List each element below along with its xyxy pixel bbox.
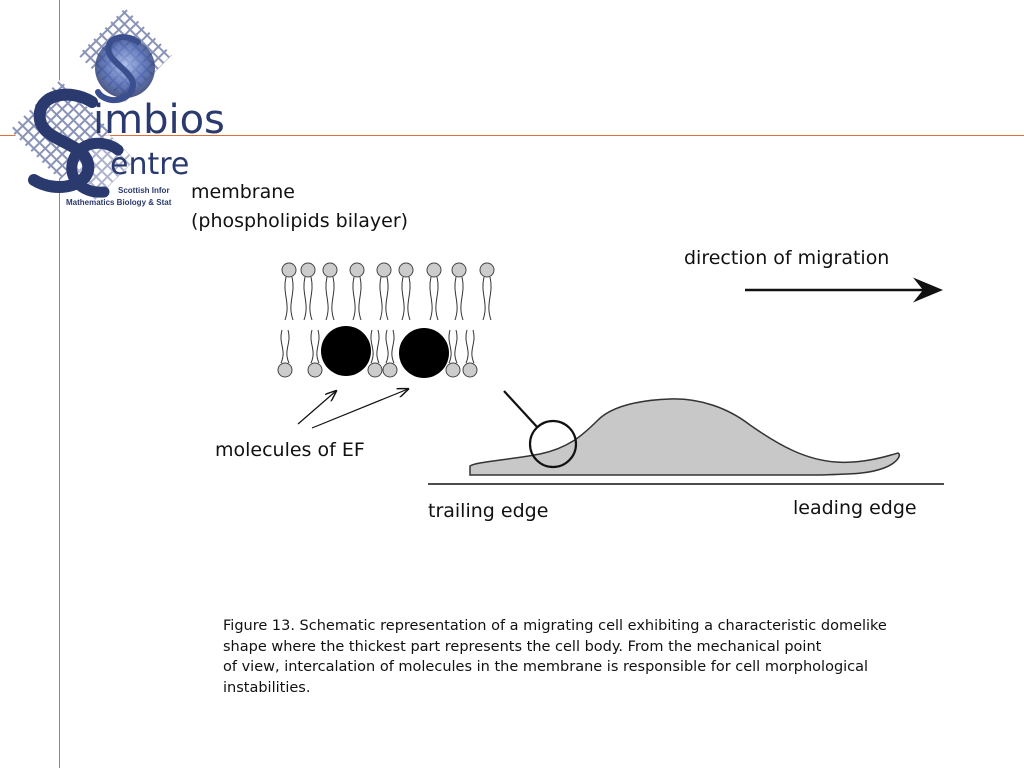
lipid-tail [371, 330, 379, 363]
caption-line: instabilities. [223, 679, 311, 696]
ef-molecule [321, 326, 371, 376]
lipid-head [301, 263, 315, 277]
membrane-sublabel: (phospholipids bilayer) [191, 210, 409, 232]
migrating-cell [470, 399, 899, 475]
phospholipid-bilayer [278, 263, 494, 377]
lipid-tail [353, 277, 361, 320]
caption-line: Figure 13. Schematic representation of a migrating cell exhibiting a characteristic domelike [223, 618, 887, 634]
lipid-tail [430, 277, 438, 320]
trailing-edge-label: trailing edge [428, 500, 549, 522]
magnifier-pointer [504, 391, 538, 428]
lipid-head [427, 263, 441, 277]
lipid-head [383, 363, 397, 377]
lipid-head [308, 363, 322, 377]
logo-sub-name: entre [110, 147, 190, 182]
caption-line: shape where the thickest part represents the cell body. From the mechanical point [223, 638, 822, 655]
lipid-tail [281, 330, 289, 363]
lipid-tail [386, 330, 394, 363]
lipid-tail [380, 277, 388, 320]
logo-tagline-1: Scottish Infor [118, 186, 170, 195]
lipid-head [463, 363, 477, 377]
lipid-tail [466, 330, 474, 363]
molecules-label: molecules of EF [215, 439, 365, 461]
lipid-tail [311, 330, 319, 363]
lipid-head [278, 363, 292, 377]
lipid-tail [483, 277, 491, 320]
caption-line: of view, intercalation of molecules in the membrane is responsible for cell morphological [223, 659, 869, 675]
lipid-tail [449, 330, 457, 363]
figure-caption [223, 616, 968, 698]
molecule-pointer-arrow [298, 391, 336, 424]
lipid-tail [326, 277, 334, 320]
lipid-head [446, 363, 460, 377]
lipid-head [452, 263, 466, 277]
ef-molecule [399, 328, 449, 378]
lipid-head [399, 263, 413, 277]
logo-brand-name: imbios [93, 97, 225, 143]
lipid-tail [304, 277, 312, 320]
migration-label: direction of migration [684, 247, 890, 269]
membrane-label: membrane [191, 181, 295, 203]
lipid-head [377, 263, 391, 277]
lipid-tail [402, 277, 410, 320]
lipid-head [480, 263, 494, 277]
molecule-pointer-arrow [312, 389, 408, 428]
lipid-head [323, 263, 337, 277]
leading-edge-label: leading edge [793, 497, 917, 519]
lipid-head [350, 263, 364, 277]
lipid-tail [455, 277, 463, 320]
lipid-head [368, 363, 382, 377]
logo-tagline-2: Mathematics Biology & Stat [66, 198, 172, 207]
lipid-tail [285, 277, 293, 320]
lipid-head [282, 263, 296, 277]
